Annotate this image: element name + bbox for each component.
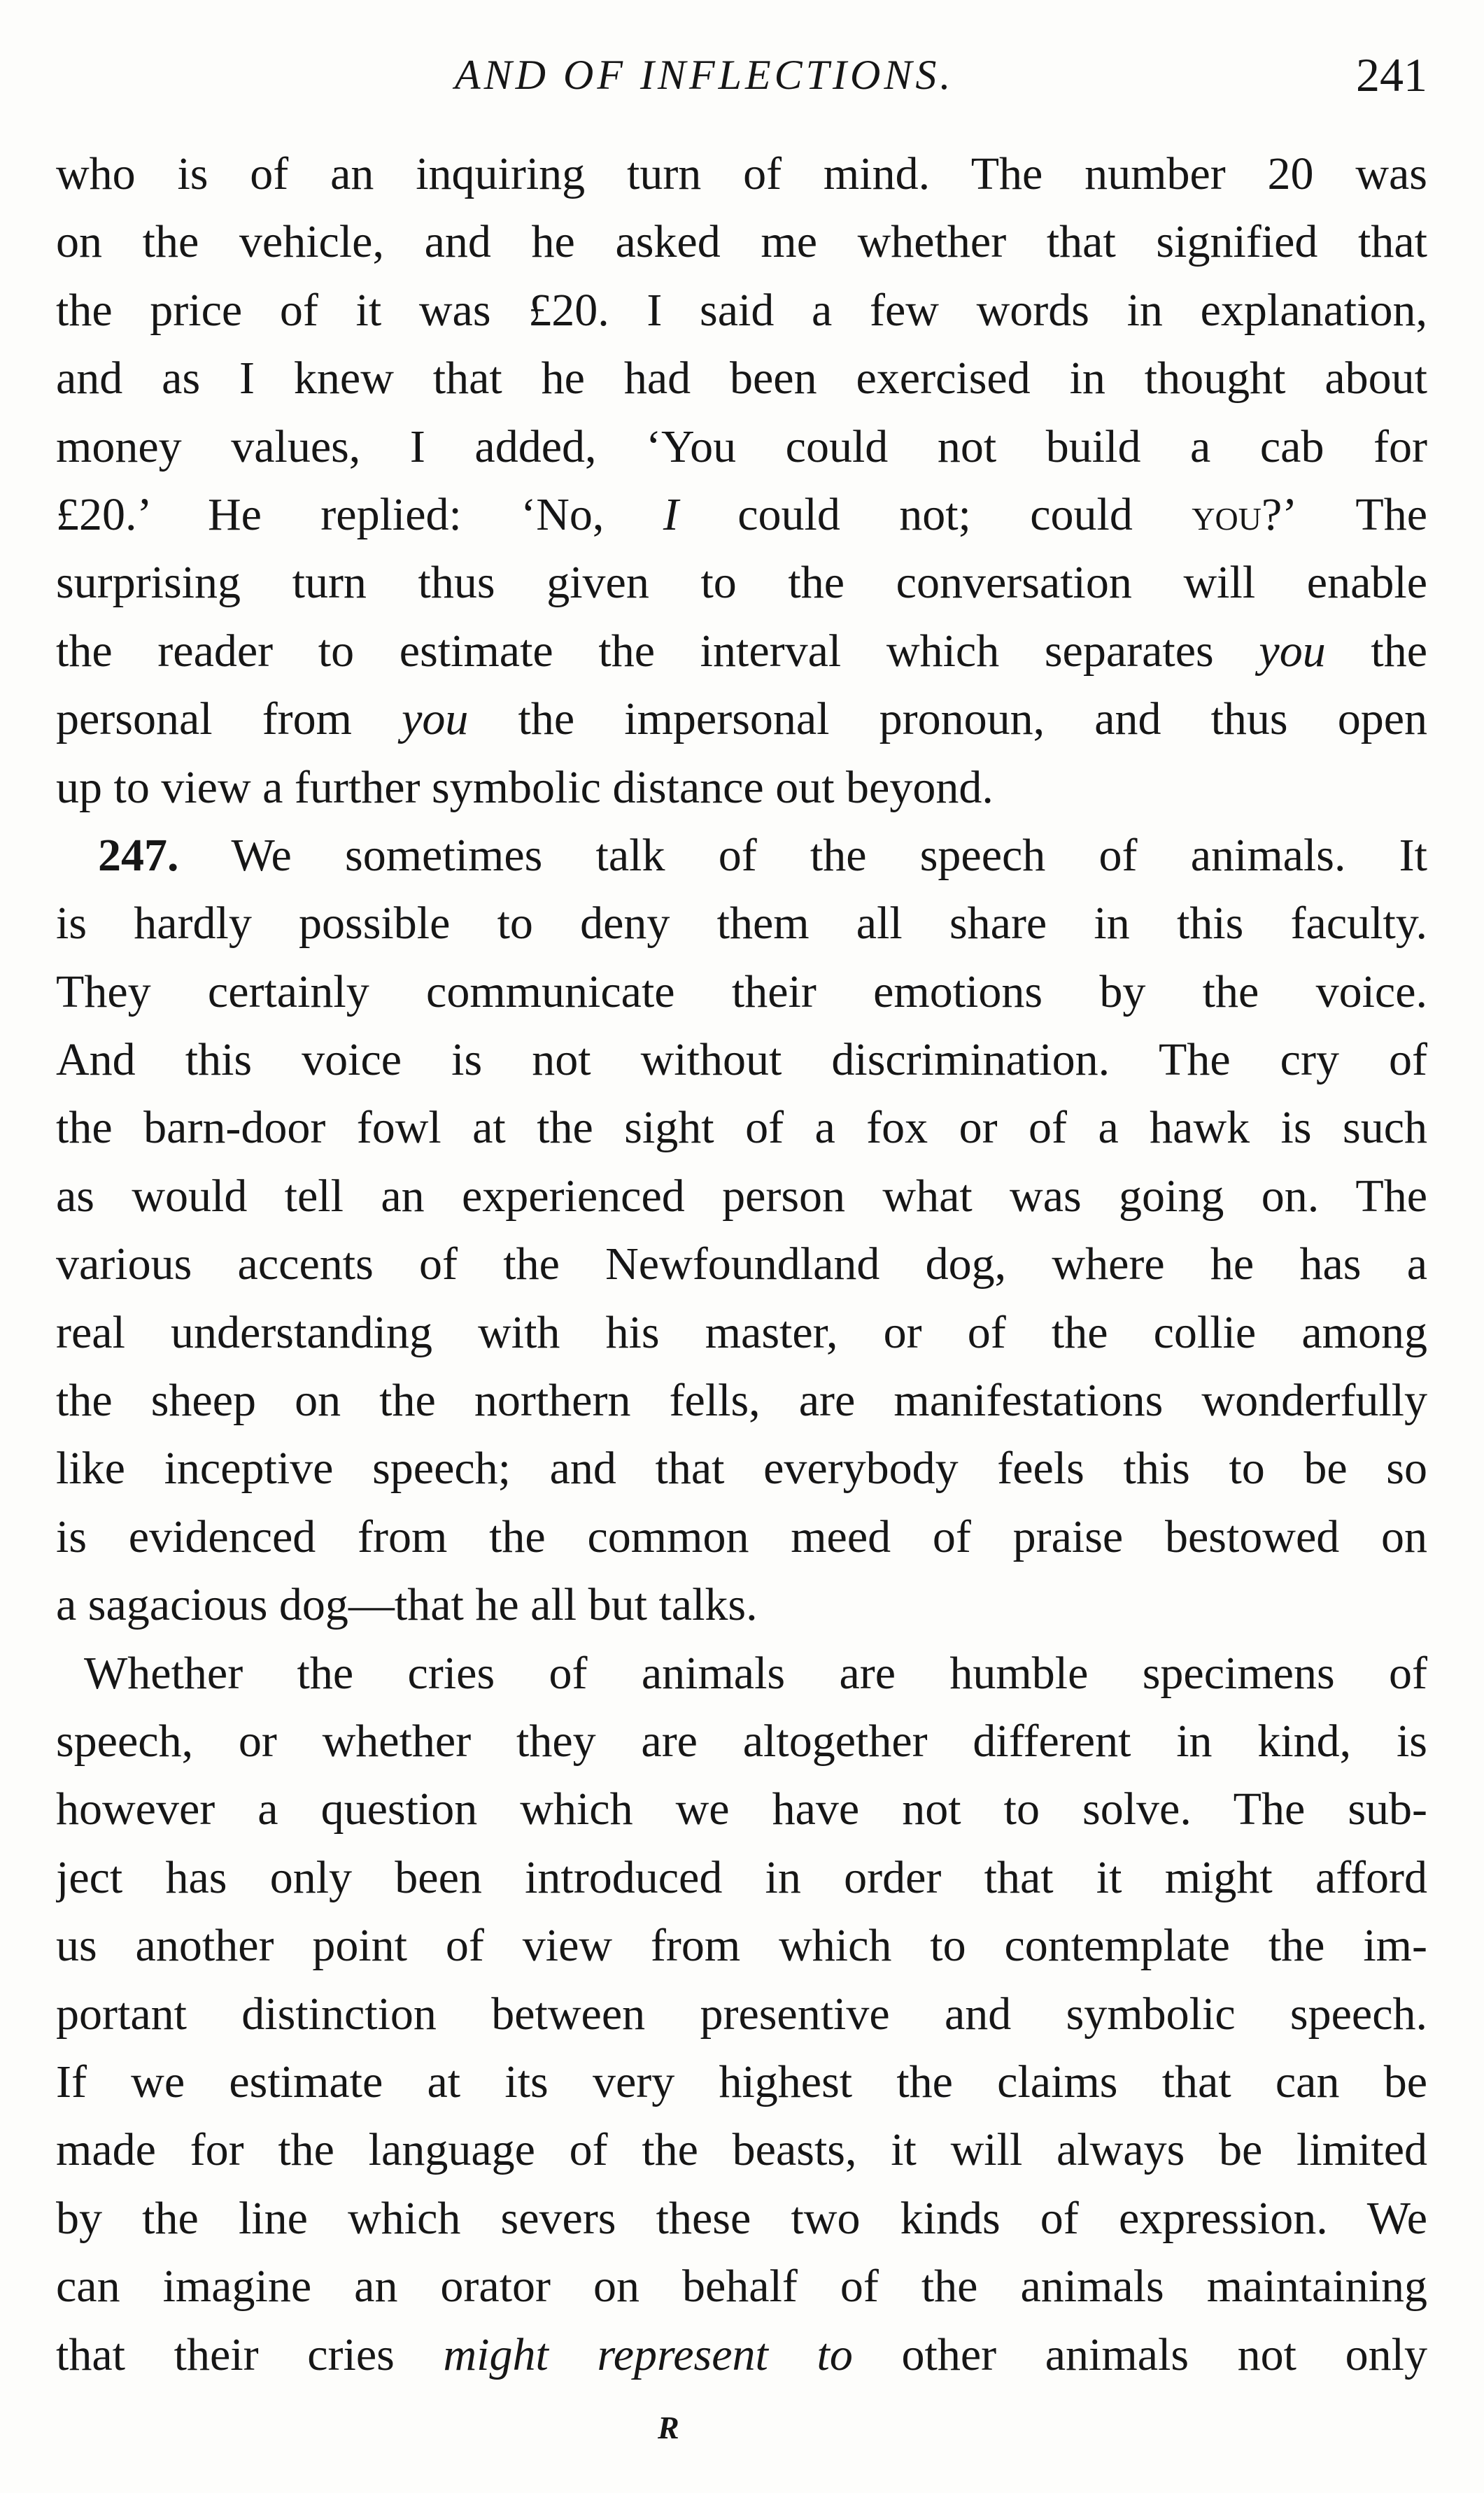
running-head: [105, 43, 1427, 106]
text-line: by the line which severs these two kinds of expression. We: [56, 2192, 1427, 2244]
text-line: [56, 481, 1427, 549]
text-line: the price of it was £20. I said a few words in explanation,: [56, 284, 1427, 336]
text-run: the impersonal pronoun, and thus open: [518, 693, 1427, 745]
text-run: that their cries: [56, 2329, 395, 2380]
text-run: could not; could: [737, 488, 1133, 540]
italic-emphasis: you: [402, 693, 469, 745]
text-line: as would tell an experienced person what was going on. The: [56, 1170, 1427, 1222]
text-line: various accents of the Newfoundland dog, where he has a: [56, 1238, 1427, 1290]
text-line: however a question which we have not to solve. The sub-: [56, 1784, 1427, 1835]
text-line: real understanding with his master, or of the collie among: [56, 1306, 1427, 1358]
body-text: [56, 140, 1427, 2389]
text-line: is hardly possible to deny them all share in this faculty.: [56, 898, 1427, 949]
text-run: We sometimes talk of the speech of animals. It: [231, 829, 1427, 881]
text-line: a sagacious dog—that he all but talks.: [56, 1579, 758, 1631]
text-run: the reader to estimate the interval which separates: [56, 625, 1214, 677]
text-line: [56, 685, 1427, 753]
text-run: other animals not only: [901, 2329, 1427, 2380]
running-title: AND OF INFLECTIONS.: [455, 52, 954, 98]
text-line: They certainly communicate their emotions by the voice.: [56, 966, 1427, 1017]
text-line: can imagine an orator on behalf of the animals maintaining: [56, 2261, 1427, 2312]
text-line: like inceptive speech; and that everybody feels this to be so: [56, 1443, 1427, 1495]
text-line: [56, 617, 1427, 685]
text-line: surprising turn thus given to the conversation will enable: [56, 557, 1427, 609]
text-line: [56, 2321, 1427, 2389]
text-line: the barn-door fowl at the sight of a fox or of a hawk is such: [56, 1102, 1427, 1154]
text-line: ject has only been introduced in order that it might afford: [56, 1851, 1427, 1903]
italic-emphasis: might represent to: [443, 2329, 853, 2380]
text-line: the sheep on the northern fells, are manifestations wonderfully: [56, 1375, 1427, 1427]
text-line: on the vehicle, and he asked me whether that signified that: [56, 216, 1427, 268]
text-line: who is of an inquiring turn of mind. The number 20 was: [56, 148, 1427, 199]
text-line: portant distinction between presentive and symbolic speech.: [56, 1988, 1427, 2040]
signature-mark: R: [658, 2410, 679, 2445]
text-line: And this voice is not without discrimination. The cry of: [56, 1034, 1427, 1086]
text-line: [56, 821, 1427, 889]
text-line: speech, or whether they are altogether different in kind, is: [56, 1715, 1427, 1767]
text-line: Whether the cries of animals are humble specimens of: [84, 1647, 1427, 1699]
text-line: up to view a further symbolic distance out beyond.: [56, 761, 994, 813]
section-number: 247.: [98, 829, 179, 881]
text-run: The: [1355, 488, 1427, 540]
small-caps-emphasis: you?’: [1192, 488, 1298, 540]
text-run: the: [1371, 625, 1427, 677]
text-run: personal from: [56, 693, 352, 745]
text-line: money values, I added, ‘You could not build a cab for: [56, 421, 1427, 472]
text-line: is evidenced from the common meed of praise bestowed on: [56, 1511, 1427, 1562]
italic-emphasis: you: [1259, 625, 1326, 677]
italic-emphasis: I: [663, 488, 679, 540]
text-line: us another point of view from which to contemplate the im-: [56, 1920, 1427, 1972]
text-line: and as I knew that he had been exercised in thought about: [56, 353, 1427, 404]
text-line: If we estimate at its very highest the claims that can be: [56, 2056, 1427, 2107]
page-number: 241: [1356, 48, 1427, 101]
text-line: made for the language of the beasts, it will always be limited: [56, 2124, 1427, 2176]
text-run: £20.’ He replied: ‘No,: [56, 488, 605, 540]
